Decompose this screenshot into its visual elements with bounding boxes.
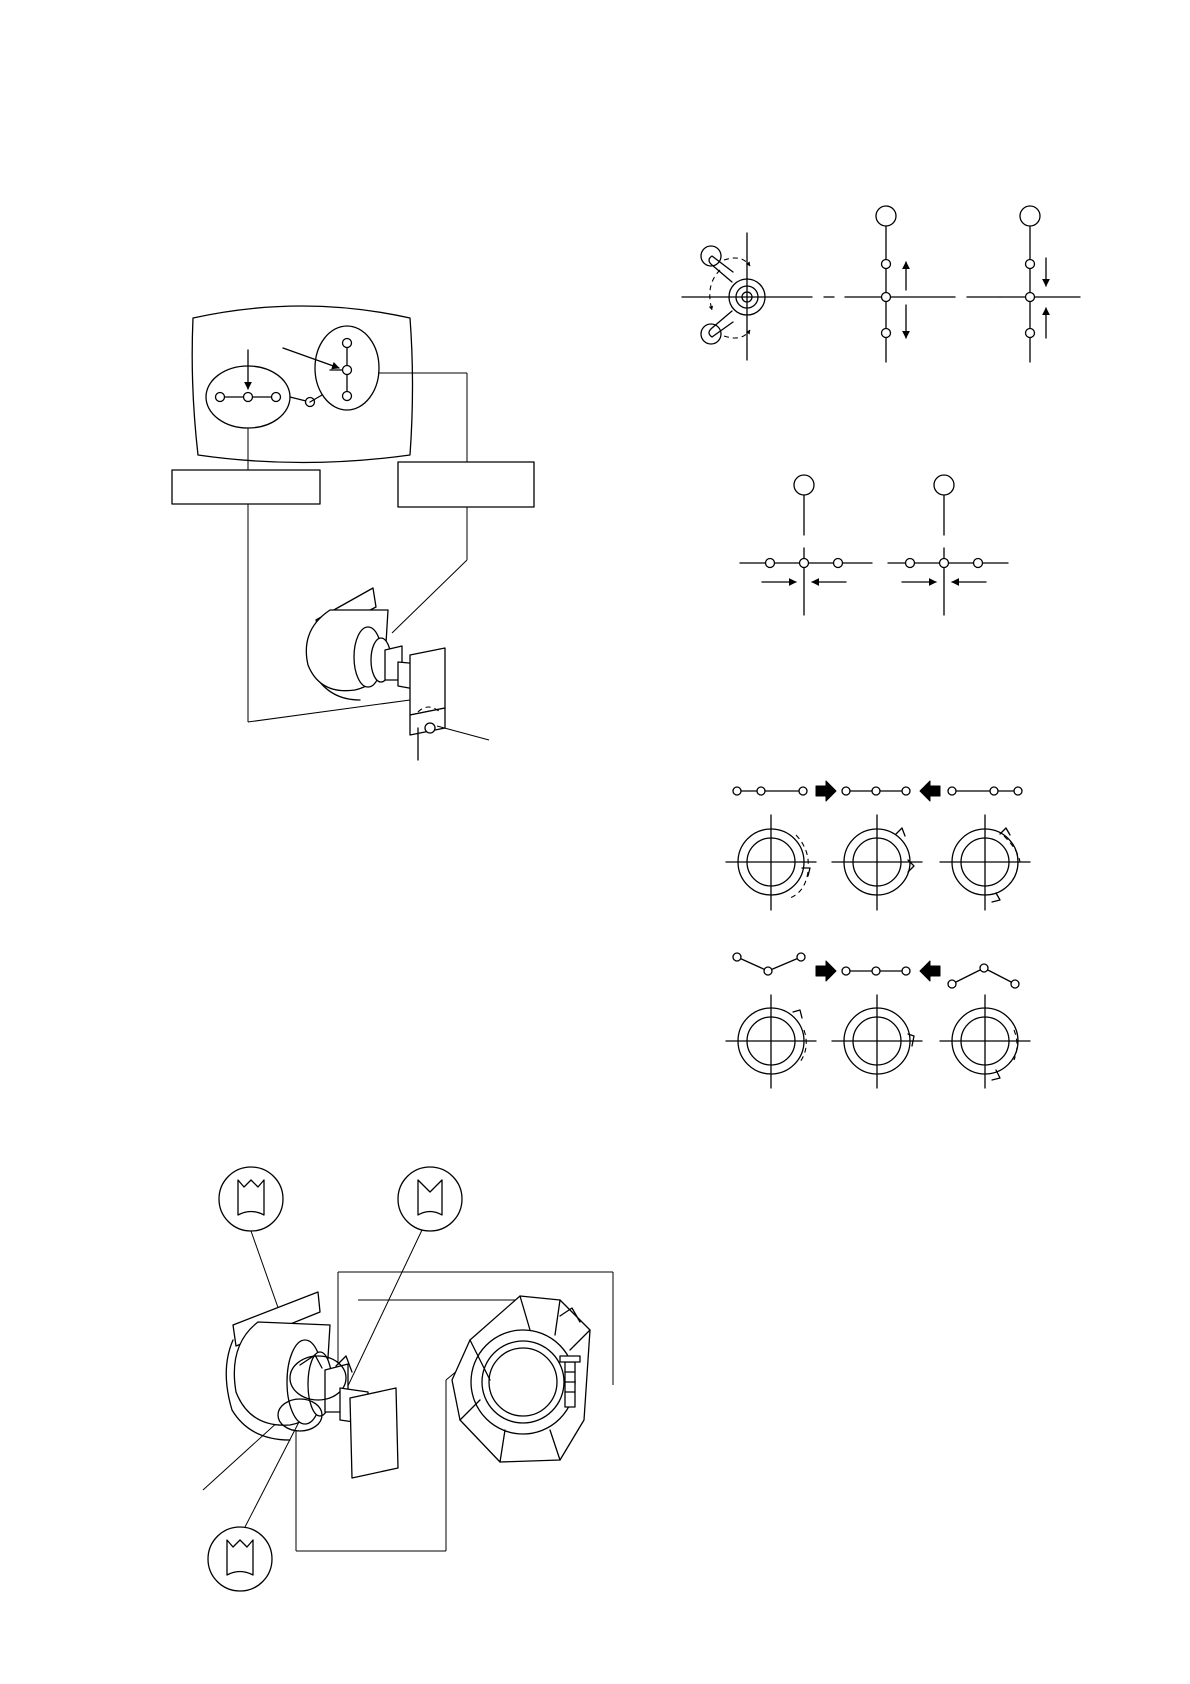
marker-circle-bottom — [701, 324, 721, 344]
crt-neck-assembly-large — [226, 1292, 398, 1478]
magnet-spread-effect-diagram — [740, 475, 1008, 615]
ring-4 — [726, 995, 816, 1088]
wedge-insertion-diagram — [203, 1167, 613, 1591]
crt-front-view — [452, 1296, 590, 1462]
detail-circle-bottom — [208, 1527, 272, 1591]
ring-3 — [940, 815, 1030, 910]
detail-circle-top-left — [219, 1167, 283, 1231]
pointer-arrow — [283, 348, 339, 368]
ring-5 — [832, 995, 922, 1088]
ring-2 — [832, 815, 922, 910]
crt-screen-outline — [192, 306, 412, 463]
label-box-right — [398, 462, 534, 507]
bold-arrow-right — [816, 781, 836, 801]
ring-magnet-adjustment-steps-diagram — [726, 781, 1030, 1088]
bold-arrow-left — [920, 781, 940, 801]
ring-6 — [940, 995, 1030, 1088]
magnet-rotation-effect-diagram — [682, 206, 1080, 362]
detail-circle-top-right — [398, 1167, 462, 1231]
crt-screen-convergence-diagram — [172, 306, 534, 760]
crt-neck-assembly — [306, 588, 489, 760]
ring-1 — [726, 815, 816, 910]
label-box-left — [172, 470, 320, 504]
